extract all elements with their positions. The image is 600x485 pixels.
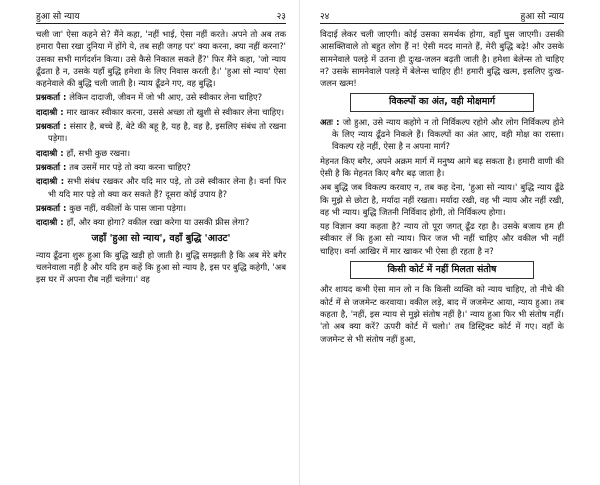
speaker-separator: : — [60, 92, 70, 103]
dialogue-text: हाँ, और क्या होगा? वकील रखा करेगा या उसकी फ्रीस लेगा? — [66, 217, 250, 228]
body-paragraph: अब बुद्धि जब विकल्प करवाए न, तब कह देना, 'हुआ सो न्याय।' बुद्धि न्याय ढूँढे कि मुझे से छोटा है, मर्यादा नहीं रखता। मर्यादा रखी, वह भी न्याय और नहीं रखी, वह भी न्याय। बुद्धि जितनी निर्विवाद होगी, तो निर्विकल्प होगा। — [320, 182, 564, 217]
speaker-label: प्रश्नकर्ता — [36, 92, 61, 103]
speaker-separator: : — [60, 121, 70, 132]
dialogue-text: लेकिन दादाजी, जीवन में जो भी आए, उसे स्वीकार लेना चाहिए? — [69, 92, 263, 103]
speaker-label: प्रश्नकर्ता — [36, 121, 61, 132]
dialogue-paragraph — [36, 91, 286, 103]
body-paragraph: और शायद कभी ऐसा मान लो न कि किसी व्यक्ति को न्याय चाहिए, तो नीचे की कोर्ट में से जजमेन्ट करवाया। वकील लड़े, बाद में जजमेन्ट आया, न्याय हुआ। तब कहता है, 'नहीं, इस न्याय से मुझे संतोष नहीं है।' न्याय हुआ फिर भी संतोष नहीं। 'तो अब क्या करें? ऊपरी कोर्ट में चलो।' तब डिस्ट्रिक्ट कोर्ट में गए। वहाँ के जजमेन्ट से भी संतोष नहीं हुआ, — [320, 284, 564, 344]
section-heading-boxed: किसी कोर्ट में नहीं मिलता संतोष — [350, 261, 534, 279]
dialogue-paragraph — [36, 147, 286, 159]
dialogue-paragraph — [36, 175, 286, 200]
dialogue-text: हाँ, सभी कुछ रखना। — [66, 147, 131, 158]
speaker-label: दादाश्री — [36, 176, 58, 187]
speaker-separator: : — [60, 161, 70, 172]
dialogue-paragraph — [36, 161, 286, 173]
dialogue-text: सभी संबंध रखकर और यदि मार पड़े, तो उसे स्वीकार लेना है। वर्ना फिर भी यदि मार पड़े तो क्या कर सकते हैं? दूसरा कोई उपाय है? — [48, 176, 287, 199]
left-page-body — [36, 28, 286, 286]
dialogue-text: कुछ नहीं, वकीलों के पास जाना पड़ेगा। — [69, 202, 187, 213]
section-heading: जहाँ 'हुआ सो न्याय', वहाँ बुद्धि 'आउट' — [91, 233, 231, 245]
speaker-label: प्रश्नकर्ता — [36, 161, 61, 172]
body-paragraph: यह विज्ञान क्या कहता है? न्याय तो पूरा जगत् ढूँढ रहा है। उसके बजाय हम ही स्वीकार लें कि हुआ सो न्याय। फिर जज भी नहीं चाहिए और वकील भी नहीं चाहिए। वर्ना आखिर में मार खाकर भी ऐसा ही रहता है न? — [320, 221, 564, 256]
dialogue-text: तब उसमें मार पड़े तो क्या करना चाहिए? — [69, 161, 191, 172]
right-page-header — [320, 9, 564, 24]
speaker-separator: : — [60, 202, 70, 213]
dialogue-paragraph — [36, 216, 286, 228]
speaker-separator: : — [332, 116, 343, 127]
dialogue-paragraph — [36, 120, 286, 145]
speaker-separator: : — [57, 147, 67, 158]
body-paragraph: न्याय ढूँढना शुरू हुआ कि बुद्धि खड़ी हो जाती है। बुद्धि समझती है कि अब मेरे बगैर चलनेवाला नहीं है और यदि हम कहें कि हुआ सो न्याय है, इस पर बुद्धि कहेगी, 'अब इस घर में अपना रौब नहीं चलेगा।' वह — [36, 249, 286, 285]
right-page — [300, 0, 600, 485]
dialogue-text: जो हुआ, उसे न्याय कहोगे न तो निर्विकल्प रहोगे और लोग निर्विकल्प होने के लिए न्याय ढूँढने निकले हैं। विकल्पों का अंत आए, वही मोक्ष का रास्ता। विकल्प रहे नहीं, ऐसा है न अपना मार्ग? — [332, 116, 564, 152]
section-heading-boxed: विकल्पों का अंत, वही मोक्षमार्ग — [350, 93, 534, 111]
speaker-separator: : — [57, 176, 68, 187]
speaker-separator: : — [57, 217, 67, 228]
dialogue-text: संसार है, बच्चे हैं, बेटे की बहू है, यह है, वह है, इसलिए संबंध तो रखना पड़ेगा। — [48, 121, 286, 144]
right-page-number: २४ — [320, 12, 330, 22]
speaker-separator: : — [57, 106, 67, 117]
right-page-body — [320, 28, 564, 345]
dialogue-paragraph — [320, 116, 564, 153]
right-header-title: हुआ सो न्याय — [520, 12, 564, 22]
dialogue-paragraph — [36, 202, 286, 214]
body-paragraph: विदाई लेकर चली जाएगी। कोई उसका समर्थक होगा, वहाँ घुस जाएगी। उसकी आसक्तिवाले तो बहुत लोग हैं न! ऐसी मदद मानते हैं, मेरी बुद्धि बढ़े! और उसके सामनेवाले पलड़े में उतना ही दुःख-जलन बढ़ती जाती है। हमेशा बेलेन्स तो चाहिए न? उसके सामनेवाले पलड़े में बेलेन्स चाहिए ही! हमारी बुद्धि खत्म, इसलिए दुःख-जलन खत्म! — [320, 29, 564, 89]
speaker-label: दादाश्री — [36, 217, 58, 228]
speaker-label: दादाश्री — [36, 147, 58, 158]
dialogue-text: मार खाकर स्वीकार करना, उससे अच्छा तो खुशी से स्वीकार लेना चाहिए। — [66, 106, 285, 117]
speaker-label: अतः — [320, 116, 333, 127]
left-header-title: हुआ सो न्याय — [36, 12, 80, 22]
body-paragraph: चली जा' ऐसा कहने से? मैंने कहा, 'नहीं भाई, ऐसा नहीं करते। अपने तो अब तक हमारा पैसा रखा दुनिया में होंगे ये, तब सही जगह पर' क्या करना, क्या नहीं करना?' उसका सभी मार्गदर्शन किया। उसे कैसे निकाल सकते हैं?' फिर मैंने कहा, 'जो न्याय ढूँढता है न, उसके यहाँ बुद्धि हमेशा के लिए निवास करती है।' 'हुआ सो न्याय' ऐसा कहनेवाले की बुद्धि चली जाती है। न्याय ढूँढने गए, वह बुद्धि। — [36, 29, 286, 89]
speaker-label: प्रश्नकर्ता — [36, 202, 61, 213]
dialogue-paragraph — [36, 106, 286, 118]
left-page-number: २३ — [276, 12, 286, 22]
body-paragraph: मेहनत किए बगैर, अपने अक्रम मार्ग में मनुष्य आगे बढ़ सकता है। हमारी वाणी की ऐसी है कि मेहनत किए बगैर बढ़ जाता है। — [320, 155, 564, 178]
speaker-label: दादाश्री — [36, 106, 58, 117]
left-page-header — [36, 9, 286, 24]
